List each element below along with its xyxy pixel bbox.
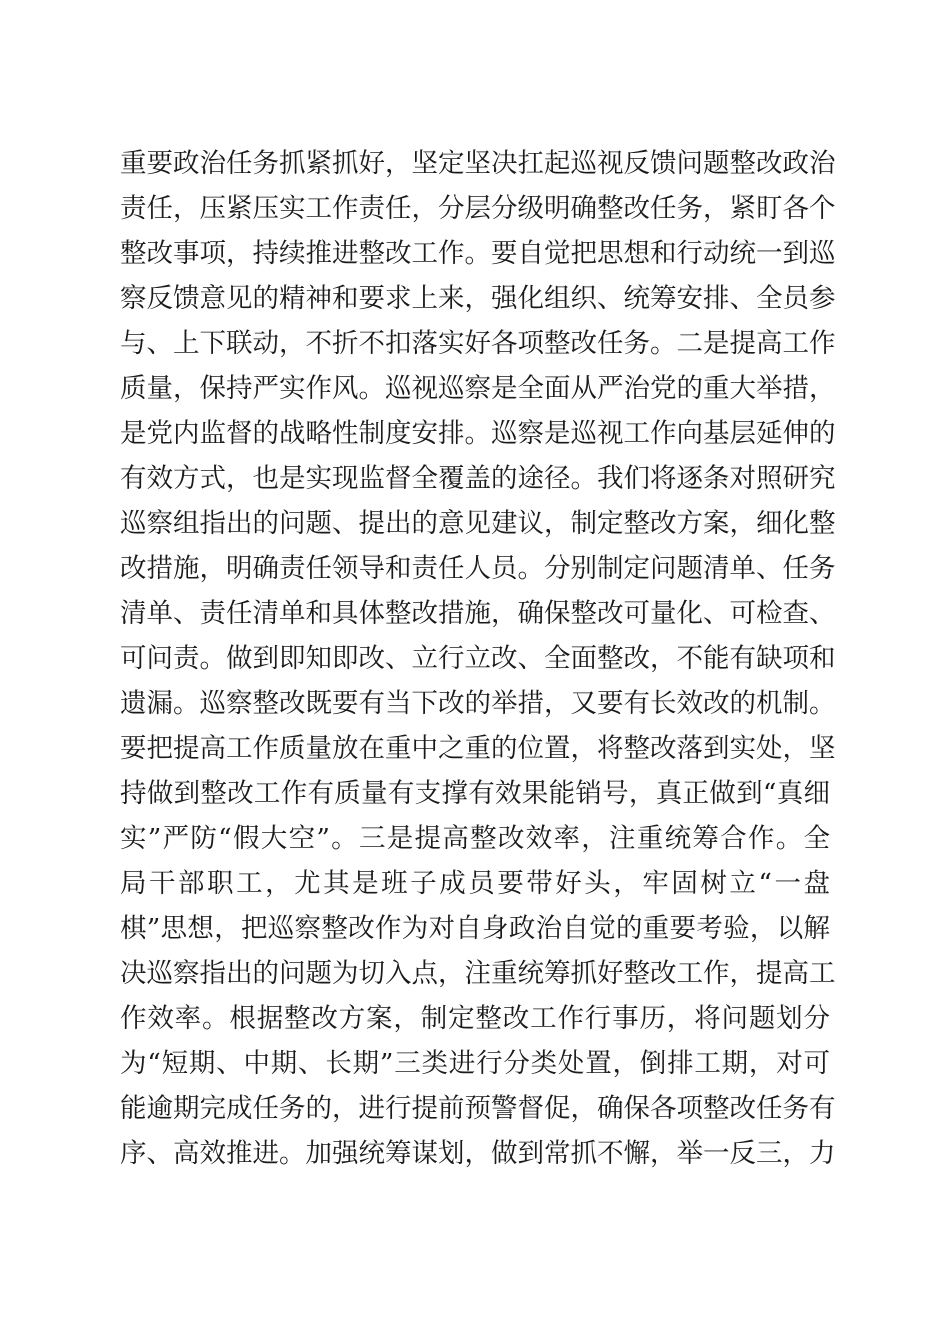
text-line: 改措施，明确责任领导和责任人员。分别制定问题清单、任务 bbox=[120, 553, 836, 584]
text-line: 有效方式，也是实现监督全覆盖的途径。我们将逐条对照研究 bbox=[120, 463, 836, 494]
text-line: 决巡察指出的问题为切入点，注重统筹抓好整改工作，提高工 bbox=[120, 958, 836, 989]
text-line: 为“短期、中期、长期”三类进行分类处置，倒排工期，对可 bbox=[120, 1048, 830, 1079]
text-line: 可问责。做到即知即改、立行立改、全面整改，不能有缺项和 bbox=[120, 643, 836, 674]
body-paragraph bbox=[120, 141, 836, 1176]
text-line: 巡察组指出的问题、提出的意见建议，制定整改方案，细化整 bbox=[120, 508, 836, 539]
text-line: 持做到整改工作有质量有支撑有效果能销号，真正做到“真细 bbox=[120, 778, 830, 809]
text-line: 序、高效推进。加强统筹谋划，做到常抓不懈，举一反三，力 bbox=[120, 1138, 836, 1169]
text-line: 质量，保持严实作风。巡视巡察是全面从严治党的重大举措， bbox=[120, 373, 836, 404]
text-line: 能逾期完成任务的，进行提前预警督促，确保各项整改任务有 bbox=[120, 1093, 836, 1124]
text-line: 与、上下联动，不折不扣落实好各项整改任务。二是提高工作 bbox=[120, 328, 836, 359]
text-line: 局干部职工，尤其是班子成员要带好头，牢固树立“一盘 bbox=[120, 868, 830, 899]
text-line: 要把提高工作质量放在重中之重的位置，将整改落到实处，坚 bbox=[120, 733, 836, 764]
text-line: 责任，压紧压实工作责任，分层分级明确整改任务，紧盯各个 bbox=[120, 193, 836, 224]
text-line: 是党内监督的战略性制度安排。巡察是巡视工作向基层延伸的 bbox=[120, 418, 836, 449]
text-line: 整改事项，持续推进整改工作。要自觉把思想和行动统一到巡 bbox=[120, 238, 836, 269]
text-line: 重要政治任务抓紧抓好，坚定坚决扛起巡视反馈问题整改政治 bbox=[120, 148, 836, 179]
text-line: 察反馈意见的精神和要求上来，强化组织、统筹安排、全员参 bbox=[120, 283, 836, 314]
text-line: 棋”思想，把巡察整改作为对自身政治自觉的重要考验，以解 bbox=[120, 913, 830, 944]
text-line: 遗漏。巡察整改既要有当下改的举措，又要有长效改的机制。 bbox=[120, 688, 836, 719]
text-line: 实”严防“假大空”。三是提高整改效率，注重统筹合作。全 bbox=[120, 823, 830, 854]
text-line: 清单、责任清单和具体整改措施，确保整改可量化、可检查、 bbox=[120, 598, 836, 629]
text-line: 作效率。根据整改方案，制定整改工作行事历，将问题划分 bbox=[120, 1003, 830, 1034]
